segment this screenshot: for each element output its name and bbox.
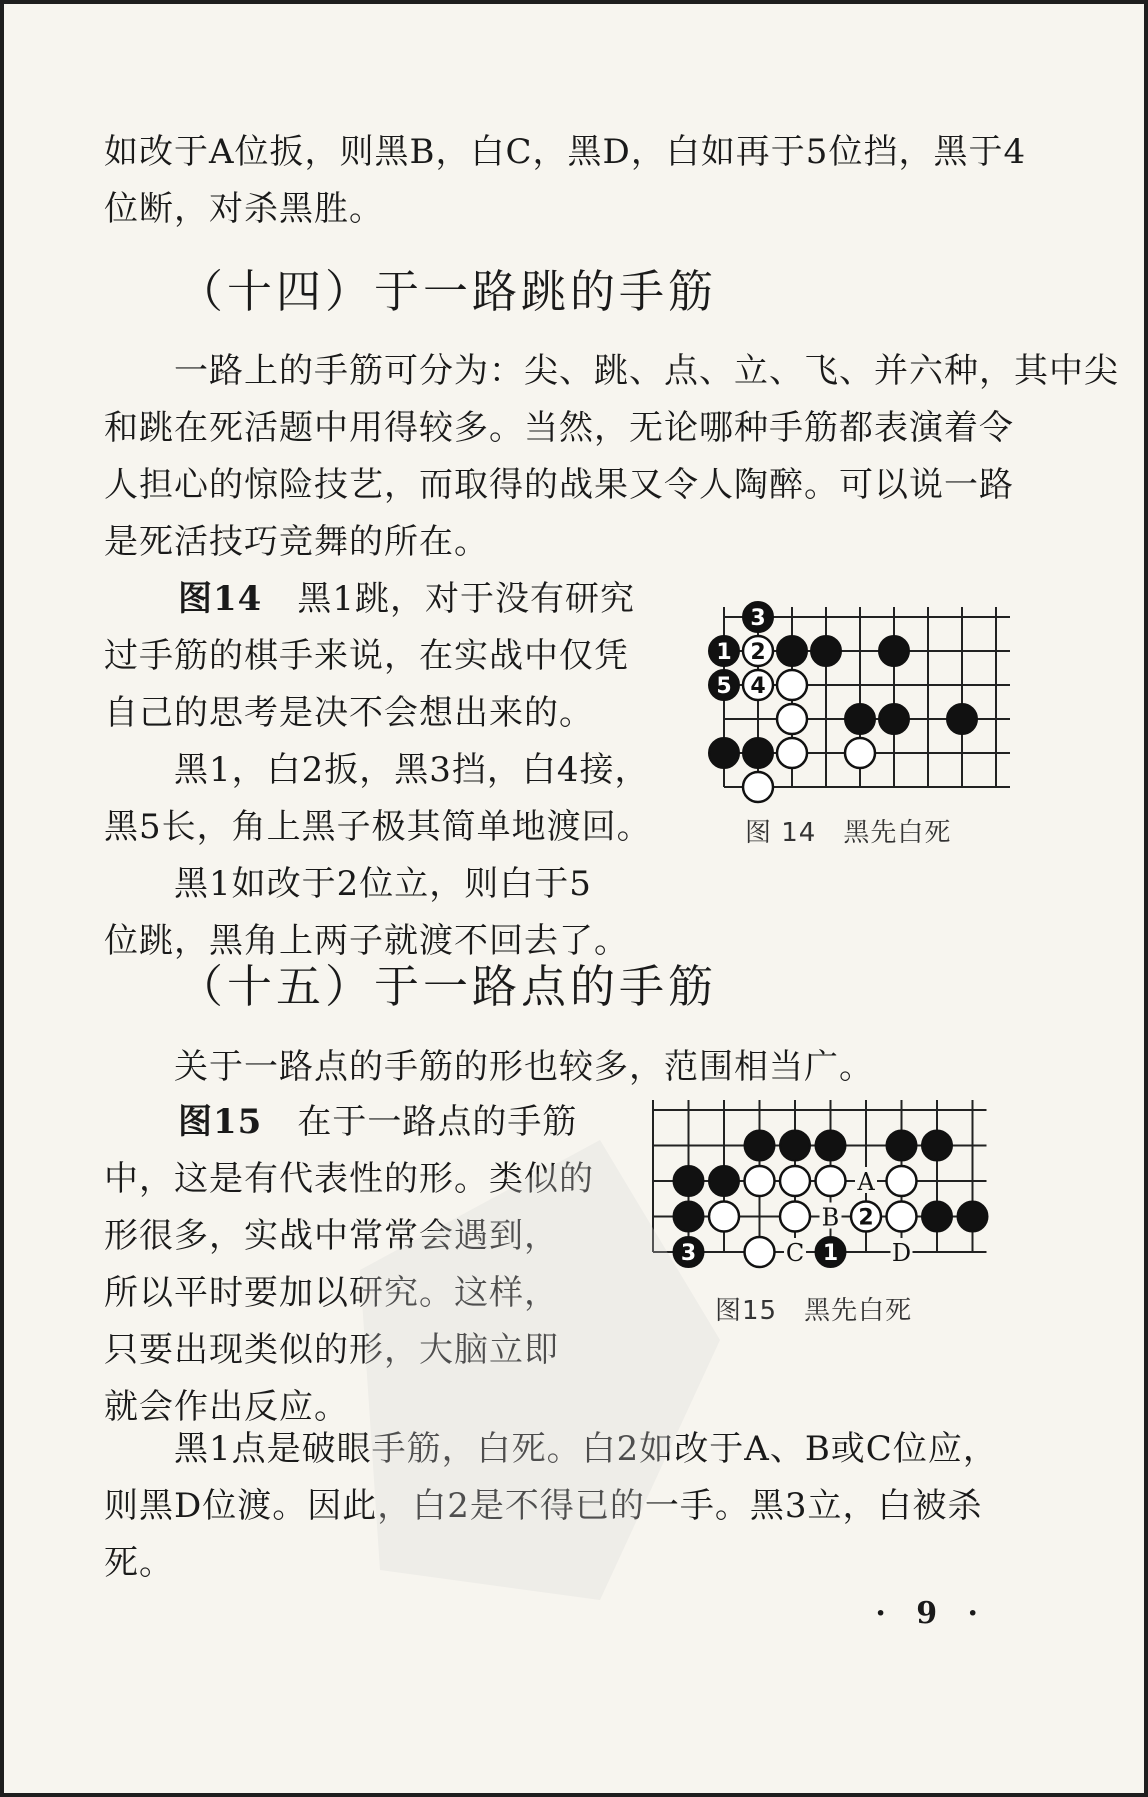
section-15-intro: 关于一路点的手筋的形也较多，范围相当广。	[104, 1047, 874, 1087]
white-stone	[845, 738, 875, 768]
white-stone	[745, 1237, 775, 1267]
black-stone	[674, 1166, 704, 1196]
move-number-label: 4	[750, 674, 766, 699]
section-14-para-1-rest: 黑1跳，对于没有研究	[262, 579, 635, 619]
section-15-heading: （十五）于一路点的手筋	[178, 960, 718, 1013]
white-stone	[777, 704, 807, 734]
section-14-para-1-line-3: 自己的思考是决不会想出来的。	[104, 693, 594, 733]
go-diagram-figure-14	[710, 560, 1020, 820]
section-14-intro-line-2: 和跳在死活题中用得较多。当然，无论哪种手筋都表演着令	[104, 408, 1014, 448]
black-stone	[845, 704, 875, 734]
black-stone	[816, 1237, 846, 1267]
white-stone	[743, 772, 773, 802]
black-stone	[958, 1202, 988, 1232]
black-stone	[922, 1202, 952, 1232]
white-stone	[851, 1202, 881, 1232]
move-number-label: 1	[822, 1241, 839, 1266]
section-15-para-2-line-3: 死。	[104, 1543, 174, 1583]
black-stone	[879, 636, 909, 666]
black-stone	[745, 1131, 775, 1161]
move-number-label: 3	[750, 606, 766, 631]
white-stone	[816, 1166, 846, 1196]
section-15-para-2-line-1: 黑1点是破眼手筋，白死。白2如改于A、B或C位应，	[104, 1429, 998, 1469]
position-letter-d: D	[891, 1239, 912, 1267]
section-14-intro-line-3: 人担心的惊险技艺，而取得的战果又令人陶醉。可以说一路	[104, 465, 1014, 505]
white-stone	[887, 1166, 917, 1196]
black-stone	[811, 636, 841, 666]
white-stone	[780, 1166, 810, 1196]
move-number-label: 2	[750, 640, 766, 665]
black-stone	[743, 738, 773, 768]
top-paragraph-line-2: 位断，对杀黑胜。	[104, 189, 384, 229]
section-14-intro-line-4: 是死活技巧竞舞的所在。	[104, 522, 489, 562]
section-15-para-2-line-2: 则黑D位渡。因此，白2是不得已的一手。黑3立，白被杀	[104, 1486, 983, 1526]
move-number-label: 2	[858, 1205, 874, 1231]
white-stone	[887, 1202, 917, 1232]
top-paragraph-line-1: 如改于A位扳，则黑B，白C，黑D，白如再于5位挡，黑于4	[104, 132, 1027, 172]
section-14-intro-line-1: 一路上的手筋可分为：尖、跳、点、立、飞、并六种，其中尖	[104, 351, 1119, 391]
section-14-para-1-first	[178, 571, 635, 628]
black-stone	[879, 704, 909, 734]
white-stone	[777, 670, 807, 700]
position-letter-c: C	[785, 1239, 805, 1267]
white-stone	[745, 1166, 775, 1196]
section-14-para-2-line-2: 黑5长，角上黑子极其简单地渡回。	[104, 807, 652, 847]
section-15-para-1-line-3: 形很多，实战中常常会遇到，	[104, 1216, 559, 1256]
black-stone	[709, 738, 739, 768]
section-14-para-3-line-1: 黑1如改于2位立，则白于5	[104, 864, 592, 904]
white-stone	[709, 1202, 739, 1232]
black-stone	[816, 1131, 846, 1161]
section-15-para-1-first	[178, 1094, 577, 1151]
black-stone	[743, 602, 773, 632]
white-stone	[780, 1202, 810, 1232]
black-stone	[947, 704, 977, 734]
section-15-para-1-line-5: 只要出现类似的形，大脑立即	[104, 1330, 559, 1370]
position-letter-a: A	[857, 1168, 875, 1196]
black-stone	[709, 636, 739, 666]
white-stone	[743, 670, 773, 700]
figure-14-caption: 图 14 黑先白死	[745, 818, 952, 848]
black-stone	[674, 1202, 704, 1232]
section-15-para-1-line-6: 就会作出反应。	[104, 1387, 349, 1427]
move-number-label: 5	[716, 674, 732, 699]
black-stone	[780, 1131, 810, 1161]
white-stone	[743, 636, 773, 666]
section-15-para-1-line-4: 所以平时要加以研究。这样，	[104, 1273, 559, 1313]
go-diagram-figure-15	[643, 1096, 1018, 1276]
black-stone	[709, 670, 739, 700]
figure-15-label: 图15	[178, 1102, 263, 1142]
black-stone	[709, 1166, 739, 1196]
black-stone	[887, 1131, 917, 1161]
figure-14-label: 图14	[178, 579, 263, 619]
section-14-heading: （十四）于一路跳的手筋	[178, 265, 718, 318]
black-stone	[777, 636, 807, 666]
black-stone	[674, 1237, 704, 1267]
page-number: · 9 ·	[875, 1596, 988, 1631]
move-number-label: 1	[716, 640, 732, 665]
position-letter-b: B	[821, 1203, 840, 1232]
white-stone	[777, 738, 807, 768]
section-14-para-1-line-2: 过手筋的棋手来说，在实战中仅凭	[104, 636, 629, 676]
section-15-para-1-rest: 在于一路点的手筋	[262, 1102, 578, 1142]
section-14-para-3-line-2: 位跳，黑角上两子就渡不回去了。	[104, 921, 629, 961]
black-stone	[922, 1131, 952, 1161]
section-15-para-1-line-2: 中，这是有代表性的形。类似的	[104, 1159, 594, 1199]
move-number-label: 3	[680, 1241, 697, 1266]
figure-15-caption: 图15 黑先白死	[715, 1296, 913, 1326]
section-14-para-2-line-1: 黑1，白2扳，黑3挡，白4接，	[104, 750, 650, 790]
